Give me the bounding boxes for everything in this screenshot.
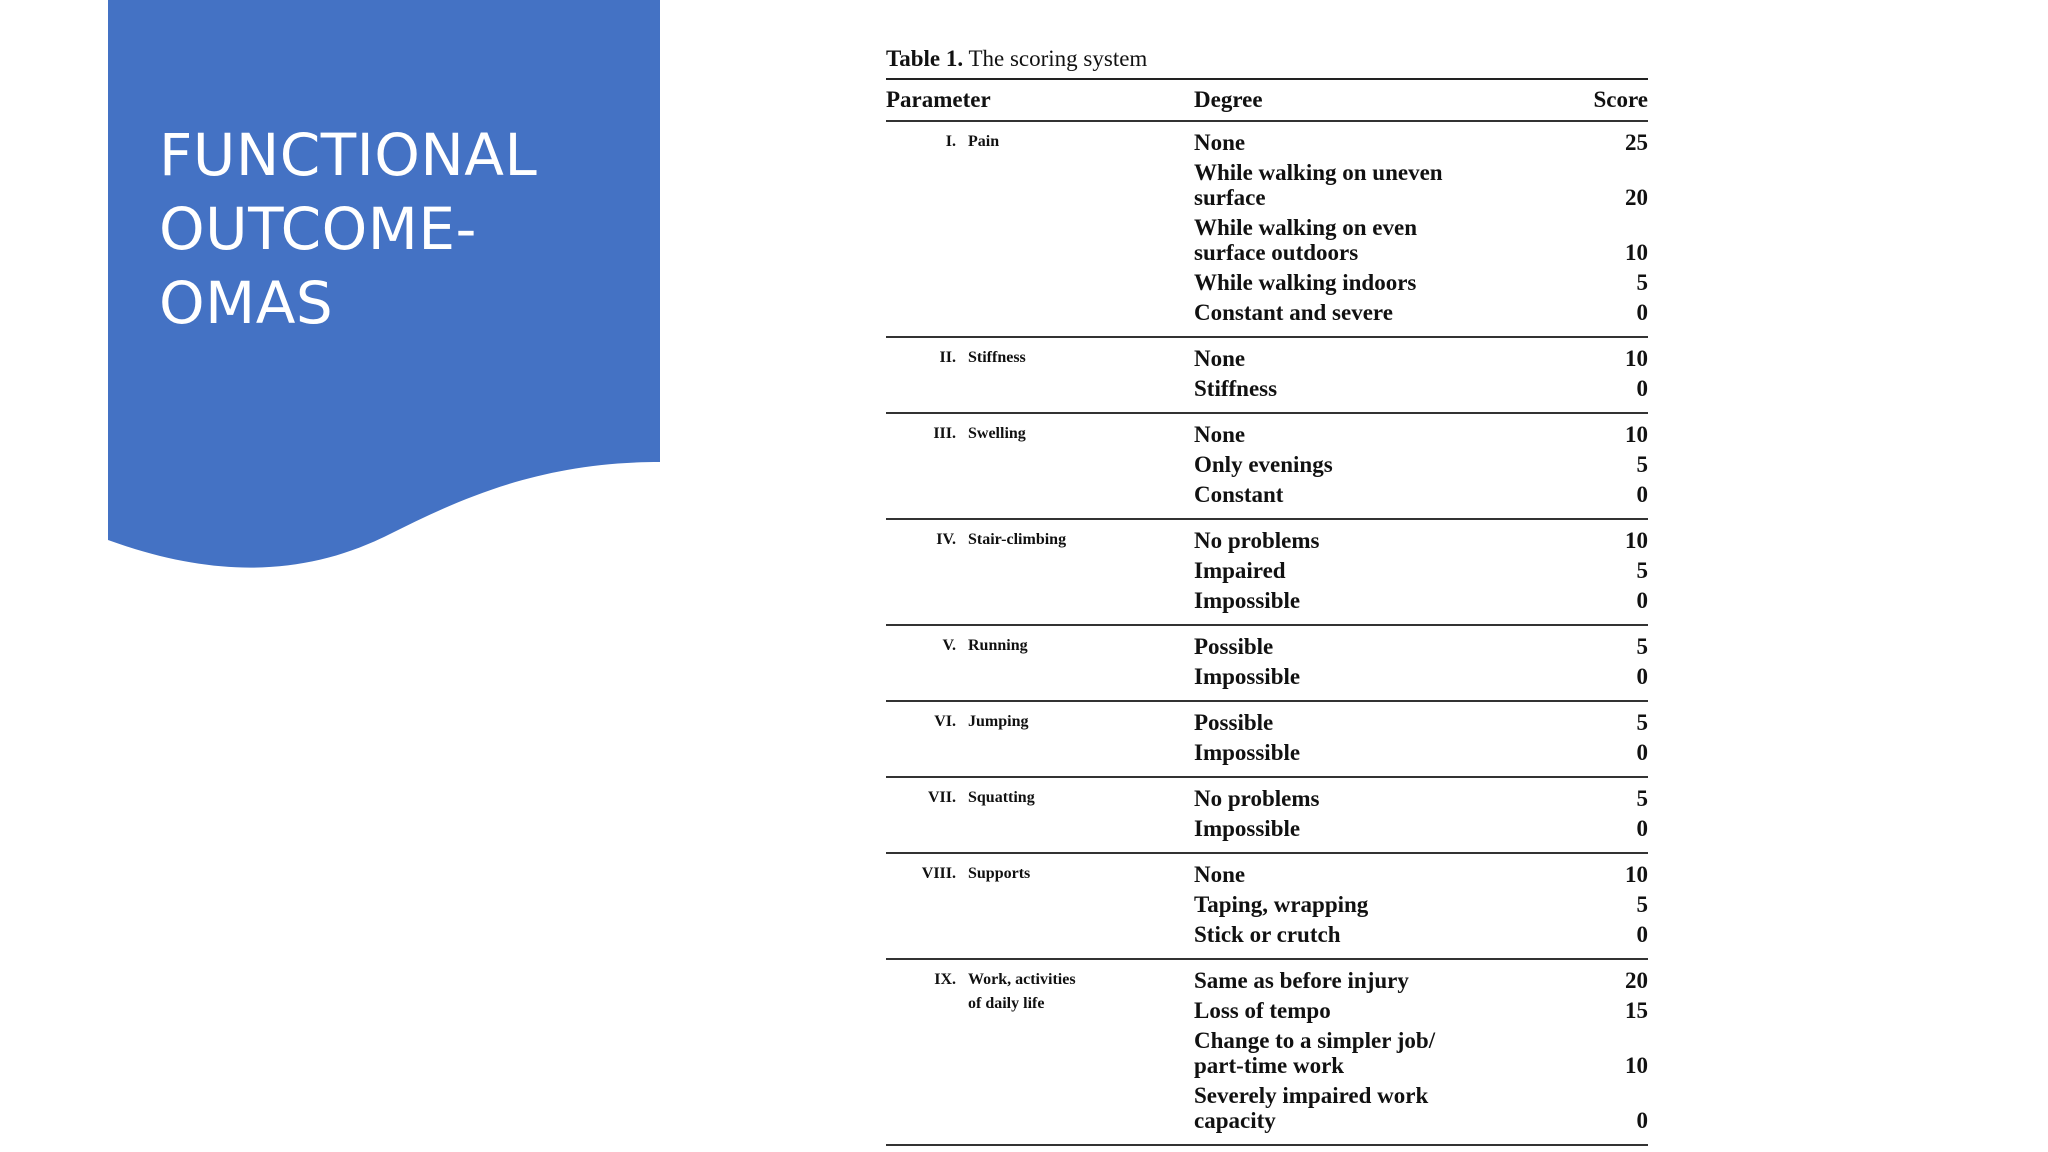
parameter-number: II. [939, 349, 956, 366]
parameter-cell [886, 786, 1194, 846]
score-cell: 20 [1625, 185, 1648, 210]
degree-row [1194, 634, 1648, 659]
score-cell: 0 [1636, 482, 1648, 507]
parameter-cell [886, 710, 1194, 770]
score-cell: 25 [1625, 130, 1648, 155]
degree-cell: Change to a simpler job/ part-time work [1194, 1028, 1436, 1078]
degree-cell: Severely impaired work capacity [1194, 1083, 1429, 1133]
degree-row [1194, 816, 1648, 841]
score-cell: 5 [1636, 558, 1648, 583]
degree-row [1194, 740, 1648, 765]
parameter-name: Pain [968, 133, 1000, 150]
degree-cell: Loss of tempo [1194, 998, 1331, 1023]
parameter-number: VII. [927, 789, 956, 806]
degree-list [1194, 968, 1648, 1138]
degree-row [1194, 968, 1648, 993]
degree-list [1194, 346, 1648, 406]
table-row-group [886, 520, 1648, 624]
degree-cell: While walking indoors [1194, 270, 1417, 295]
parameter-name: Jumping [968, 713, 1029, 730]
degree-row [1194, 346, 1648, 371]
degree-row [1194, 376, 1648, 401]
score-cell: 10 [1625, 862, 1648, 887]
table-row-group [886, 960, 1648, 1144]
degree-row [1194, 786, 1648, 811]
degree-cell: Stiffness [1194, 376, 1278, 401]
degree-cell: None [1194, 346, 1246, 371]
degree-list [1194, 422, 1648, 512]
degree-row [1194, 588, 1648, 613]
degree-cell: Possible [1194, 710, 1274, 735]
table-row-group [886, 338, 1648, 412]
degree-cell: None [1194, 422, 1246, 447]
table-body [886, 122, 1648, 1146]
table-row-group [886, 626, 1648, 700]
degree-row [1194, 482, 1648, 507]
header-degree: Degree [1194, 87, 1263, 112]
degree-row [1194, 922, 1648, 947]
parameter-number: VI. [934, 713, 956, 730]
score-cell: 0 [1636, 922, 1648, 947]
table-row-group [886, 854, 1648, 958]
parameter-name: Squatting [968, 789, 1035, 806]
parameter-number: V. [942, 637, 956, 654]
score-cell: 5 [1636, 452, 1648, 477]
score-cell: 10 [1625, 240, 1648, 265]
score-cell: 0 [1636, 816, 1648, 841]
degree-row [1194, 862, 1648, 887]
parameter-number: I. [945, 133, 956, 150]
degree-cell: Possible [1194, 634, 1274, 659]
parameter-name: Stair-climbing [968, 531, 1067, 548]
degree-row [1194, 452, 1648, 477]
degree-cell: Constant [1194, 482, 1284, 507]
degree-row [1194, 300, 1648, 325]
slide-title [159, 118, 629, 340]
degree-cell: Taping, wrapping [1194, 892, 1369, 917]
degree-row [1194, 1028, 1648, 1078]
degree-cell: Only evenings [1194, 452, 1333, 477]
score-cell: 5 [1636, 270, 1648, 295]
parameter-cell [886, 634, 1194, 694]
parameter-number: III. [933, 425, 956, 442]
degree-list [1194, 634, 1648, 694]
score-cell: 0 [1636, 664, 1648, 689]
table-caption [886, 44, 1648, 74]
degree-cell: None [1194, 130, 1246, 155]
degree-row [1194, 664, 1648, 689]
parameter-cell [886, 528, 1194, 618]
score-cell: 0 [1636, 376, 1648, 401]
degree-cell: Impaired [1194, 558, 1286, 583]
parameter-cell [886, 862, 1194, 952]
header-score: Score [1593, 87, 1648, 112]
slide-title-line: OMAS [159, 269, 334, 337]
degree-row [1194, 998, 1648, 1023]
score-cell: 0 [1636, 588, 1648, 613]
parameter-name: Supports [968, 865, 1031, 882]
score-cell: 10 [1625, 422, 1648, 447]
score-cell: 10 [1625, 528, 1648, 553]
score-cell: 0 [1636, 1108, 1648, 1133]
group-divider [886, 1144, 1648, 1146]
degree-row [1194, 892, 1648, 917]
table-row-group [886, 702, 1648, 776]
degree-cell: No problems [1194, 528, 1320, 553]
score-cell: 10 [1625, 1053, 1648, 1078]
degree-list [1194, 862, 1648, 952]
degree-cell: Stick or crutch [1194, 922, 1341, 947]
degree-list [1194, 786, 1648, 846]
degree-row [1194, 130, 1648, 155]
slide-title-line: OUTCOME- [159, 195, 477, 263]
parameter-cell [886, 130, 1194, 330]
parameter-name: Running [968, 637, 1028, 654]
degree-row [1194, 558, 1648, 583]
score-cell: 0 [1636, 300, 1648, 325]
degree-cell: Same as before injury [1194, 968, 1409, 993]
parameter-name: Swelling [968, 425, 1026, 442]
degree-list [1194, 528, 1648, 618]
slide-title-line: FUNCTIONAL [159, 121, 538, 189]
score-cell: 5 [1636, 710, 1648, 735]
parameter-name: Stiffness [968, 349, 1026, 366]
table-caption-text: The scoring system [968, 46, 1148, 71]
degree-cell: Impossible [1194, 664, 1301, 689]
degree-list [1194, 130, 1648, 330]
degree-row [1194, 160, 1648, 210]
degree-cell: Impossible [1194, 816, 1301, 841]
degree-row [1194, 1083, 1648, 1133]
parameter-number: VIII. [921, 865, 956, 882]
header-parameter: Parameter [886, 87, 991, 112]
table-caption-label: Table 1. [886, 46, 964, 71]
score-cell: 5 [1636, 892, 1648, 917]
score-cell: 0 [1636, 740, 1648, 765]
scoring-table [886, 44, 1648, 1146]
score-cell: 15 [1625, 998, 1648, 1023]
degree-row [1194, 270, 1648, 295]
score-cell: 20 [1625, 968, 1648, 993]
score-cell: 10 [1625, 346, 1648, 371]
degree-row [1194, 215, 1648, 265]
score-cell: 5 [1636, 786, 1648, 811]
degree-row [1194, 710, 1648, 735]
parameter-cell [886, 968, 1194, 1138]
table-row-group [886, 122, 1648, 336]
table-row-group [886, 778, 1648, 852]
table-header-row [886, 80, 1648, 120]
parameter-name: Work, activities of daily life [968, 971, 1076, 1012]
parameter-cell [886, 346, 1194, 406]
degree-cell: Impossible [1194, 588, 1301, 613]
parameter-number: IX. [934, 971, 956, 988]
degree-row [1194, 528, 1648, 553]
degree-cell: None [1194, 862, 1246, 887]
degree-list [1194, 710, 1648, 770]
degree-cell: While walking on even surface outdoors [1194, 215, 1418, 265]
parameter-number: IV. [936, 531, 956, 548]
table-row-group [886, 414, 1648, 518]
degree-cell: Impossible [1194, 740, 1301, 765]
degree-cell: No problems [1194, 786, 1320, 811]
score-cell: 5 [1636, 634, 1648, 659]
degree-cell: While walking on uneven surface [1194, 160, 1443, 210]
degree-cell: Constant and severe [1194, 300, 1393, 325]
parameter-cell [886, 422, 1194, 512]
degree-row [1194, 422, 1648, 447]
